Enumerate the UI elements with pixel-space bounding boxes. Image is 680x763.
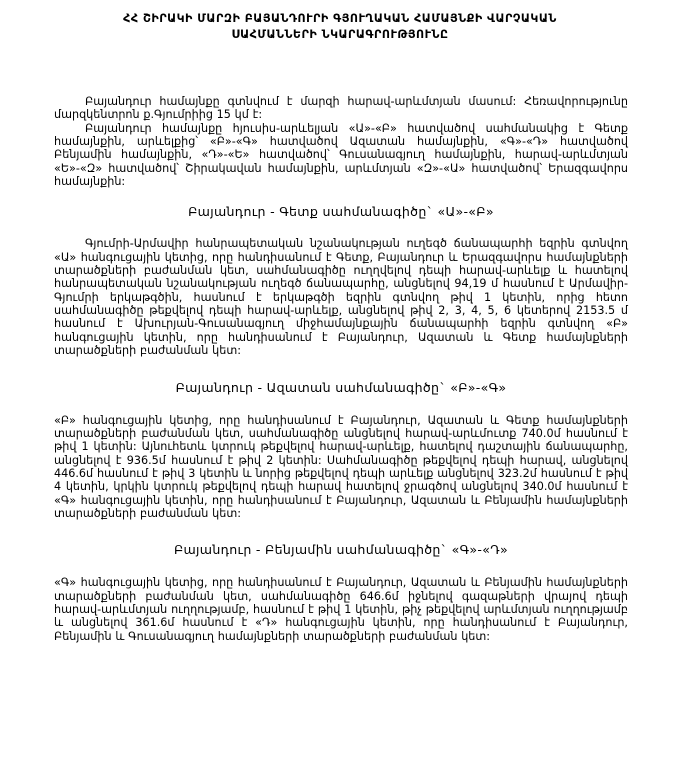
section-1-body-spacer xyxy=(54,220,628,237)
section-body-b-g: «Բ» հանգուցային կետից, որը հանդիսանում է Բայանդուր, Ազատան և Գետք համայնքների տարածքների բաժանման կետ, սահմանագիծը անցնելով հարավ-արևմուտք 740.0մ հասնում է թիվ 1 կետին: Այնուհետև կտրուկ թեքվելով հարավ-արևելք, հատելով դաշտային ճանապարհը, անցնելով է 936.5մ հասնում է թիվ 2 կետին: Սահմանագիծը թեքվելով դեպի հարավ, անցնելով 446.6մ հասնում է թիվ 3 կետին և նորից թեքվելով դեպի արևելք անցնելով 323.2մ հասնում է թիվ 4 կետին, կրկին կտրուկ թեքվելով դեպի հարավ հատելով ջրագծով անցնելով 340.0մ հասնում է «Գ» հանգուցային կետին, որը հանդիսանում է Բայանդուր, Ազատան և Բենյամին համայնքների տարածքների բաժանման կետ: xyxy=(54,413,628,520)
section-1-heading-spacer xyxy=(54,188,628,204)
section-heading-a-b: Բայանդուր - Գետք սահմանագիծը` «Ա»-«Բ» xyxy=(188,204,494,220)
document-title-line-2: ՍԱՀՄԱՆՆԵՐԻ ՆԿԱՐԱԳՐՈՒԹՅՈՒՆԸ xyxy=(231,27,449,41)
document-body xyxy=(54,42,628,643)
section-2-heading-spacer xyxy=(54,358,628,380)
intro-paragraph-1: Բայանդուր համայնքը գտնվում է մարզի հարավ-արևմտյան մասում: Հեռավորությունը մարզկենտրոն ք.Գյումրիից 15 կմ է: xyxy=(54,95,628,122)
section-body-g-d: «Գ» հանգուցային կետից, որը հանդիսանում է Բայանդուր, Ազատան և Բենյամին համայնքների տարածքների բաժանման կետ, սահմանագիծը 646.6մ իջնելով գազաթների վրայով դեպի հարավ-արևմտյան ուղղությամբ, հասնում է թիվ 1 կետին, թիչ թեքվելով արևմտյան ուղղությամբ և անցնելով 361.6մ հասնում է «Դ» հանգուցային կետին, որը հանդիսանում է Բայանդուր, Բենյամին և Գուսանագյուղ համայնքների տարածքների բաժանման կետ: xyxy=(54,576,628,643)
section-heading-g-d: Բայանդուր - Բենյամին սահմանագիծը` «Գ»-«Դ» xyxy=(173,542,509,558)
section-2-body-spacer xyxy=(54,396,628,414)
document-title xyxy=(56,0,624,42)
section-heading-b-g: Բայանդուր - Ազատան սահմանագիծը` «Բ»-«Գ» xyxy=(175,379,507,395)
title-body-spacer xyxy=(54,42,628,95)
section-3-body-spacer xyxy=(54,558,628,576)
section-body-a-b: Գյումրի-Արմավիր հանրապետական նշանակության ուղեգծ ճանապարհի եզրին գտնվող «Ա» հանգուցային կետից, որը հանդիսանում է Գետք, Բայանդուր և Երազգավորս համայնքների տարածքների բաժանման կետ, սահմանագիծը ուղղվելով դեպի հարավ-արևելք և հատելով հանրապետական նշանակության ուղեգծ ճանապարհը, անցնելով 94,19 մ հասնում է Արմավիր-Գյումրի երկաթգծին, հասնում է երկաթգծի եզրին գտնվող թիվ 1 կետին, որից հետո սահմանագիծը թեքվելով դեպի հարավ-արևելք, անցնելով թիվ 2, 3, 4, 5, 6 կետերով 2153.5 մ հասնում է Ախուրյան-Գուսանագյուղ միջհամայնքային ճանապարհի եզրին գտնվող «Բ» հանգուցային կետին, որը հանդիսանում է Բայանդուր, Ազատան և Գետք համայնքների տարածքների բաժանման կետ: xyxy=(54,237,628,358)
document-title-line-1: ՀՀ ՇԻՐԱԿԻ ՄԱՐԶԻ ԲԱՅԱՆԴՈՒՐԻ ԳՅՈՒՂԱԿԱՆ ՀԱՄԱՅՆՔԻ ՎԱՐՉԱԿԱՆ xyxy=(123,12,557,25)
section-3-heading-spacer xyxy=(54,520,628,542)
intro-paragraph-2: Բայանդուր համայնքը հյուսիս-արևելյան «Ա»-«Բ» հատվածով սահմանակից է Գետք համայնքին, արևելքից՝ «Բ»-«Գ» հատվածով Ազատան համայնքին, «Գ»-«Դ» հատվածով Բենյամին համայնքին, «Դ»-«Ե» հատվածով՝ Գուսանագյուղ համայնքին, հարավ-արևմտյան «Ե»-«Զ» հատվածով՝ Շիրակավան համայնքին, արևմտյան «Զ»-«Ա» հատվածով՝ Երազգավորս համայնքին: xyxy=(54,121,628,189)
